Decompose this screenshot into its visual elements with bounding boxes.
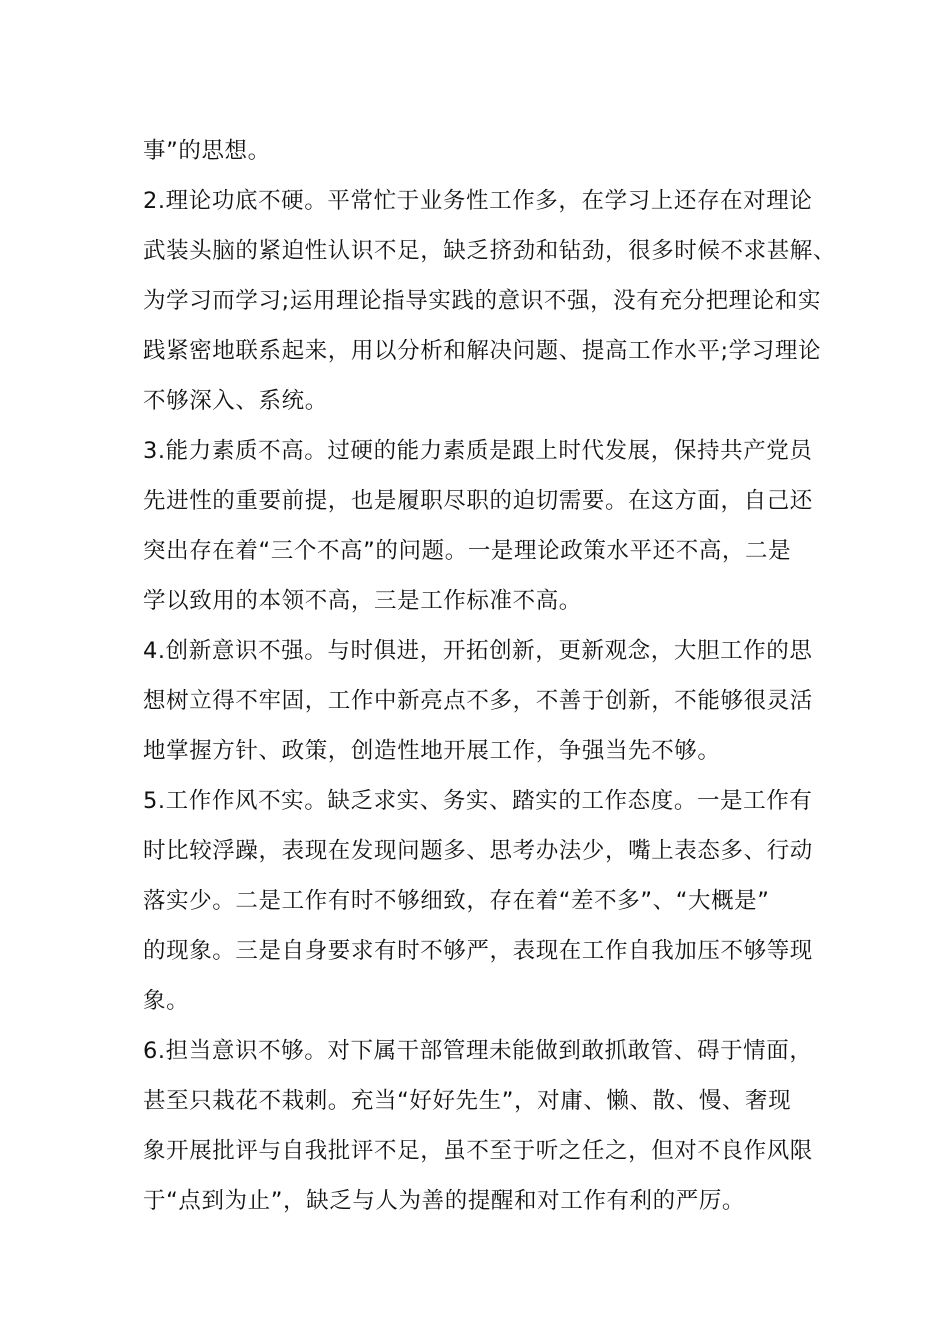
text-line: 为学习而学习;运用理论指导实践的意识不强，没有充分把理论和实 [143, 288, 822, 314]
text-line: 学以致用的本领不高，三是工作标准不高。 [143, 588, 582, 614]
text-line: 3.能力素质不高。过硬的能力素质是跟上时代发展，保持共产党员 [143, 438, 813, 464]
text-line: 象开展批评与自我批评不足，虽不至于听之任之，但对不良作风限 [143, 1138, 813, 1164]
text-line: 时比较浮躁，表现在发现问题多、思考办法少，嘴上表态多、行动 [143, 838, 813, 864]
text-line: 想树立得不牢固，工作中新亮点不多，不善于创新，不能够很灵活 [143, 688, 813, 714]
text-line: 事”的思想。 [143, 138, 271, 164]
text-line: 先进性的重要前提，也是履职尽职的迫切需要。在这方面，自己还 [143, 488, 813, 514]
text-line: 践紧密地联系起来，用以分析和解决问题、提高工作水平;学习理论 [143, 338, 822, 364]
text-line: 不够深入、系统。 [143, 388, 328, 414]
text-line: 象。 [143, 988, 190, 1014]
text-line: 落实少。二是工作有时不够细致，存在着“差不多”、“大概是” [143, 888, 770, 914]
text-line: 甚至只栽花不栽刺。充当“好好先生”，对庸、懒、散、慢、奢现 [143, 1088, 792, 1114]
text-line: 武装头脑的紧迫性认识不足，缺乏挤劲和钻劲，很多时候不求甚解、 [143, 238, 837, 264]
document-body [143, 126, 837, 1226]
text-line: 4.创新意识不强。与时俱进，开拓创新，更新观念，大胆工作的思 [143, 638, 813, 664]
text-line: 于“点到为止”，缺乏与人为善的提醒和对工作有利的严厉。 [143, 1188, 746, 1214]
text-line: 突出存在着“三个不高”的问题。一是理论政策水平还不高，二是 [143, 538, 792, 564]
text-line: 的现象。三是自身要求有时不够严，表现在工作自我加压不够等现 [143, 938, 813, 964]
text-line: 5.工作作风不实。缺乏求实、务实、踏实的工作态度。一是工作有 [143, 788, 813, 814]
text-line: 2.理论功底不硬。平常忙于业务性工作多，在学习上还存在对理论 [143, 188, 813, 214]
text-line: 地掌握方针、政策，创造性地开展工作，争强当先不够。 [143, 738, 721, 764]
text-line: 6.担当意识不够。对下属干部管理未能做到敢抓敢管、碍于情面， [143, 1038, 813, 1064]
